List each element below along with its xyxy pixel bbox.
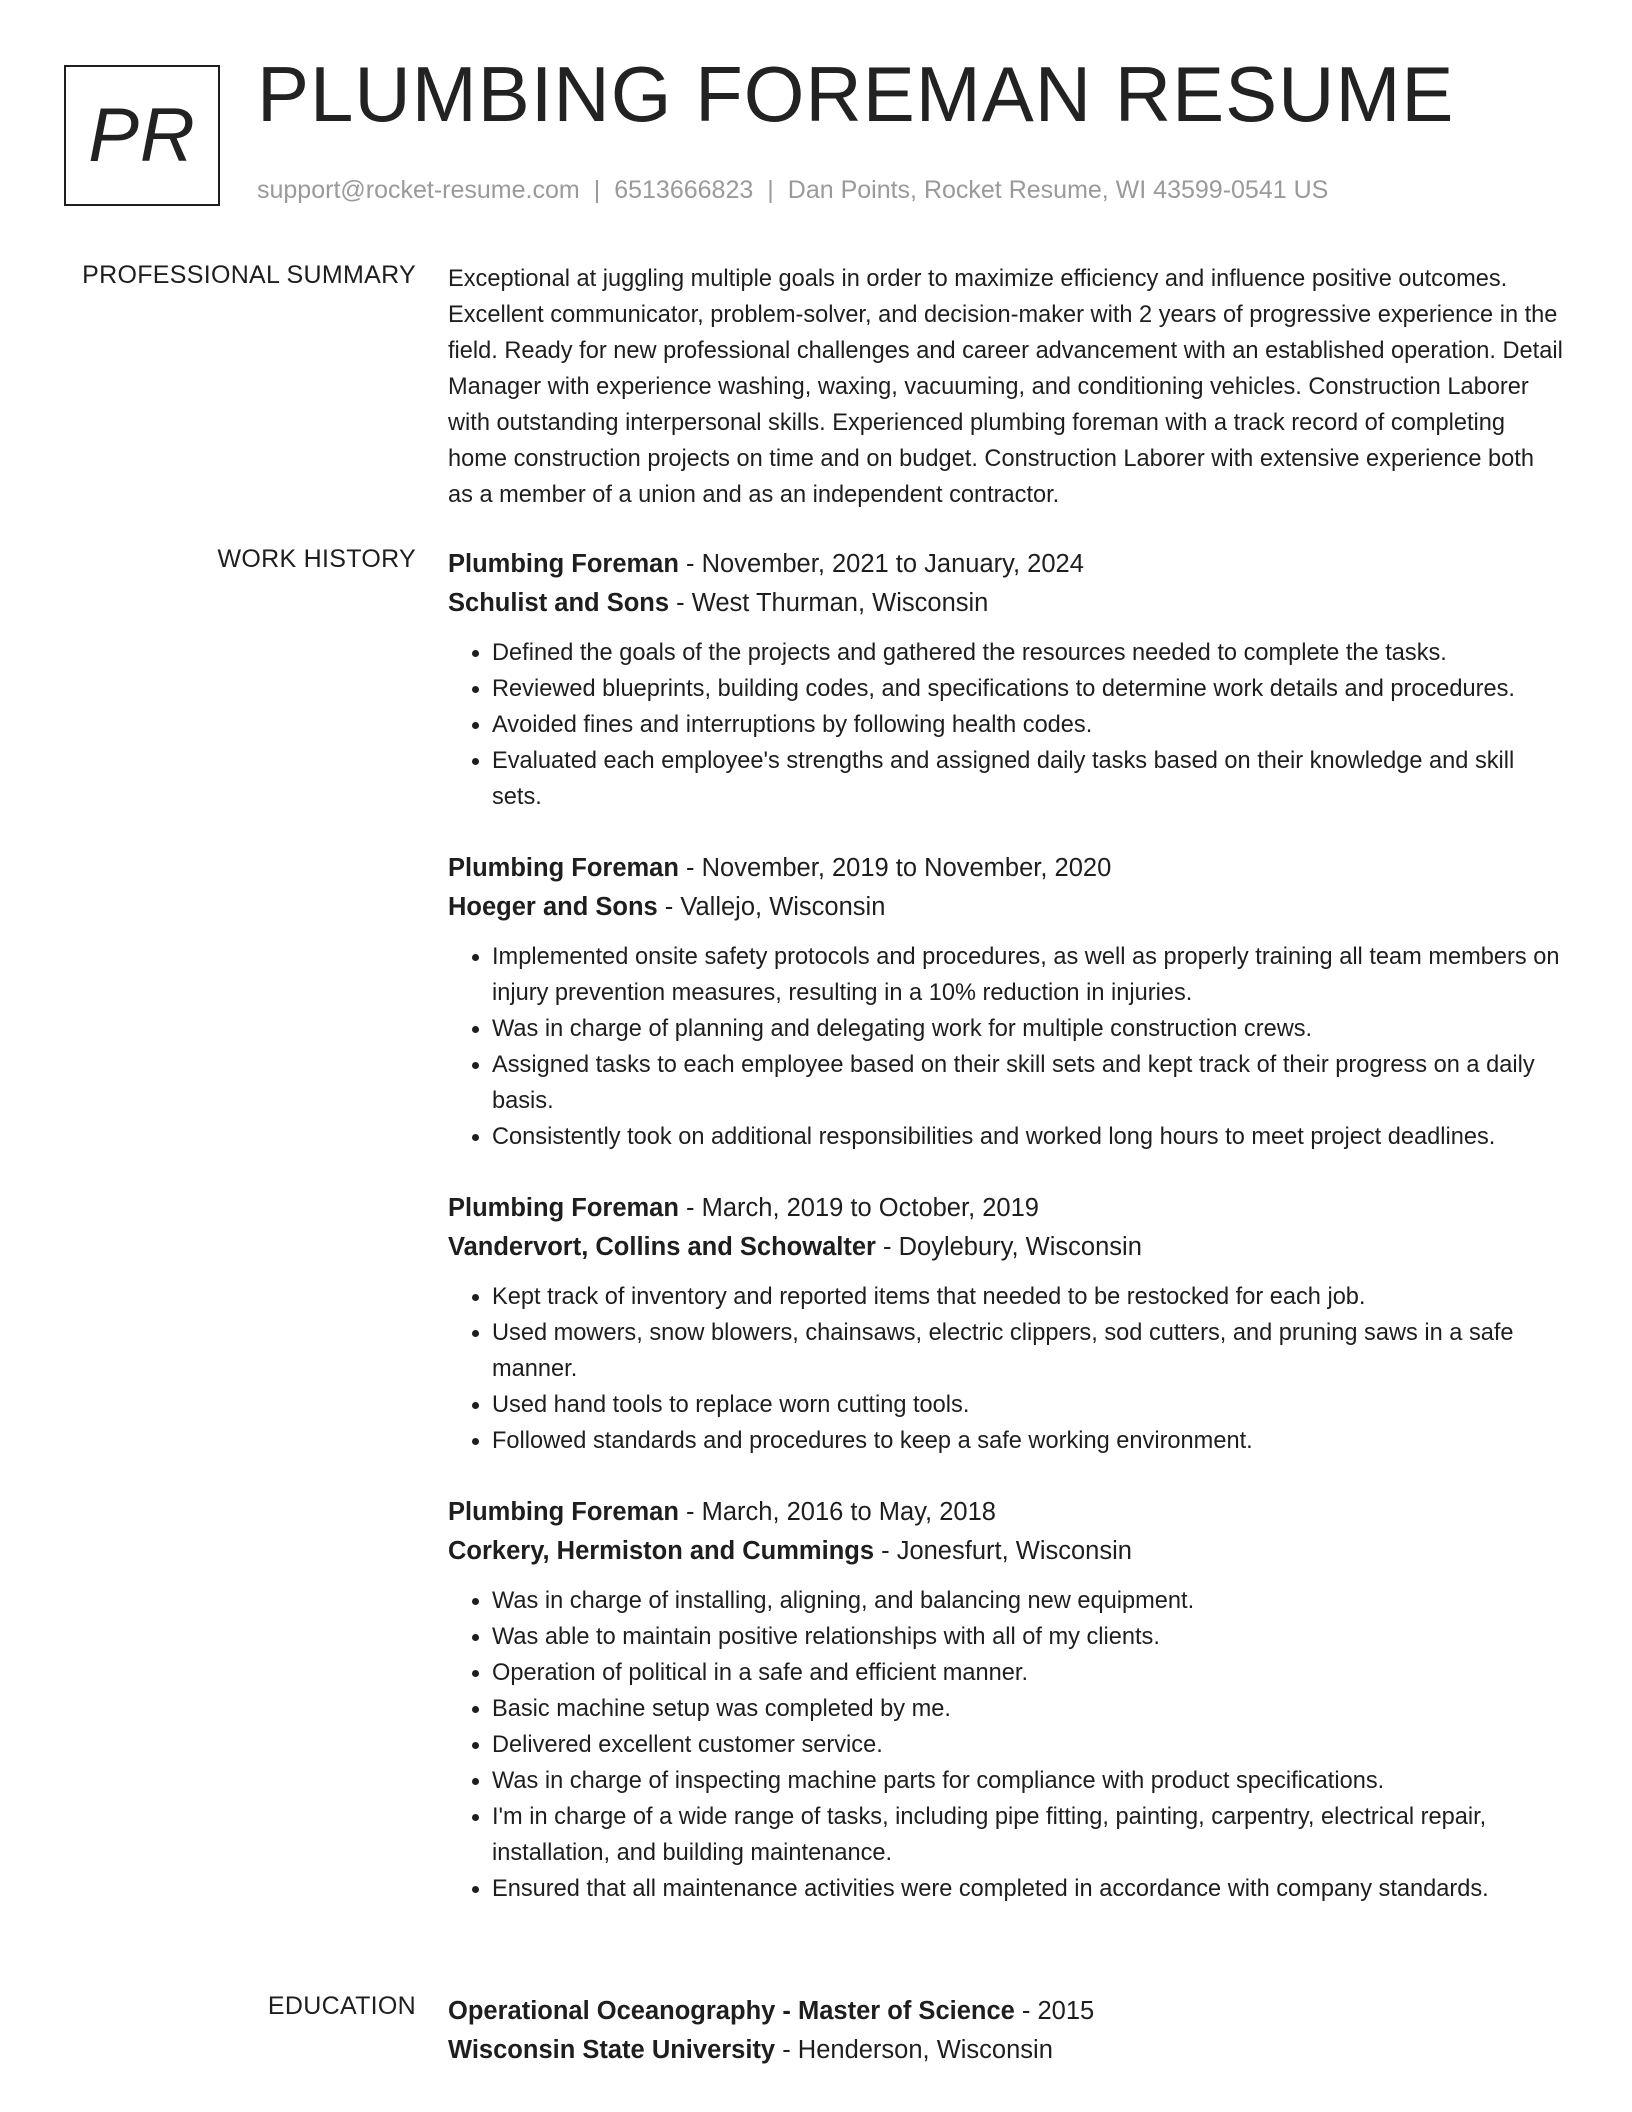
contact-email[interactable]: support@rocket-resume.com	[257, 176, 580, 204]
job-bullet: • Assigned tasks to each employee based on their skill sets and kept track of their progress on a daily basis.	[492, 1047, 1564, 1119]
job-bullet: • Consistently took on additional responsibilities and worked long hours to meet project deadlines.	[492, 1119, 1564, 1155]
job-bullet: • Was in charge of planning and delegating work for multiple construction crews.	[492, 1011, 1564, 1047]
job-bullet: • Operation of political in a safe and efficient manner.	[492, 1655, 1564, 1691]
job-bullet: • Implemented onsite safety protocols and procedures, as well as properly training all team members on injury prevention measures, resulting in a 10% reduction in injuries.	[492, 939, 1564, 1011]
job-company: Corkery, Hermiston and Cummings	[448, 1537, 875, 1565]
job-bullet: • Basic machine setup was completed by me.	[492, 1691, 1564, 1727]
job-bullet: • Used mowers, snow blowers, chainsaws, electric clippers, sod cutters, and pruning saws in a safe manner.	[492, 1315, 1564, 1387]
job-bullet: • Was in charge of installing, aligning, and balancing new equipment.	[492, 1583, 1564, 1619]
job-bullet: • Ensured that all maintenance activities were completed in accordance with company standards.	[492, 1871, 1564, 1907]
monogram-initials: PR	[88, 93, 196, 178]
job-title-line	[448, 849, 1564, 888]
contact-phone[interactable]: 6513666823	[614, 176, 754, 204]
job-bullets	[448, 939, 1564, 1155]
job-location: - Vallejo, Wisconsin	[657, 893, 886, 921]
school-line	[448, 2031, 1564, 2070]
job-bullet: • Delivered excellent customer service.	[492, 1727, 1564, 1763]
job-company-line	[448, 1228, 1564, 1267]
job-bullet: • Kept track of inventory and reported items that needed to be restocked for each job.	[492, 1279, 1564, 1315]
job-title-line	[448, 1189, 1564, 1228]
degree-name: Operational Oceanography - Master of Science	[448, 1997, 1015, 2025]
job-company-line	[448, 584, 1564, 623]
job-title: Plumbing Foreman	[448, 1194, 679, 1222]
job-title-line	[448, 545, 1564, 584]
job-dates: - November, 2019 to November, 2020	[678, 854, 1112, 882]
education-list	[448, 1992, 1564, 2070]
job-entry	[448, 545, 1564, 815]
job-dates: - March, 2016 to May, 2018	[678, 1498, 996, 1526]
job-bullets	[448, 1279, 1564, 1459]
work-history-label: WORK HISTORY	[217, 545, 416, 573]
contact-address: Dan Points, Rocket Resume, WI 43599-0541 US	[787, 176, 1329, 204]
job-company: Vandervort, Collins and Schowalter	[448, 1233, 876, 1261]
job-title: Plumbing Foreman	[448, 854, 679, 882]
degree-year: - 2015	[1014, 1997, 1095, 2025]
job-title: Plumbing Foreman	[448, 550, 679, 578]
summary-text: Exceptional at juggling multiple goals in order to maximize efficiency and influence positive outcomes. Excellent communicator, problem-solver, and decision-maker with 2 years of progressive experience in the field. Ready for new professional challenges and career advancement with an established operation. Detail Manager with experience washing, waxing, vacuuming, and conditioning vehicles. Construction Laborer with outstanding interpersonal skills. Experienced plumbing foreman with a track record of completing home construction projects on time and on budget. Construction Laborer with extensive experience both as a member of a union and as an independent contractor.	[448, 266, 1563, 508]
job-title-line	[448, 1493, 1564, 1532]
contact-separator: |	[593, 176, 601, 204]
summary-label: PROFESSIONAL SUMMARY	[82, 261, 416, 289]
resume-title: PLUMBING FOREMAN RESUME	[257, 50, 1455, 138]
job-entry	[448, 849, 1564, 1155]
school-name: Wisconsin State University	[448, 2036, 776, 2064]
job-entry	[448, 1493, 1564, 1907]
job-bullet: • Defined the goals of the projects and gathered the resources needed to complete the tasks.	[492, 635, 1564, 671]
job-bullet: • Used hand tools to replace worn cutting tools.	[492, 1387, 1564, 1423]
job-bullet: • Avoided fines and interruptions by following health codes.	[492, 707, 1564, 743]
job-company: Schulist and Sons	[448, 589, 670, 617]
job-dates: - November, 2021 to January, 2024	[678, 550, 1084, 578]
job-bullet: • Evaluated each employee's strengths and assigned daily tasks based on their knowledge and skill sets.	[492, 743, 1564, 815]
contact-separator: |	[767, 176, 774, 204]
job-bullet: • Was in charge of inspecting machine parts for compliance with product specifications.	[492, 1763, 1564, 1799]
job-bullets	[448, 1583, 1564, 1907]
contact-line	[257, 176, 1328, 205]
job-company-line	[448, 888, 1564, 927]
job-bullet: • Reviewed blueprints, building codes, and specifications to determine work details and procedures.	[492, 671, 1564, 707]
monogram-box	[64, 65, 220, 206]
degree-line	[448, 1992, 1564, 2031]
job-entry	[448, 1189, 1564, 1459]
job-location: - West Thurman, Wisconsin	[669, 589, 989, 617]
job-company-line	[448, 1532, 1564, 1571]
job-list	[448, 545, 1564, 1941]
job-company: Hoeger and Sons	[448, 893, 658, 921]
education-label: EDUCATION	[267, 1992, 416, 2020]
job-title: Plumbing Foreman	[448, 1498, 679, 1526]
job-bullets	[448, 635, 1564, 815]
job-location: - Doylebury, Wisconsin	[875, 1233, 1142, 1261]
job-bullet: • I'm in charge of a wide range of tasks, including pipe fitting, painting, carpentry, electrical repair, installation, and building maintenance.	[492, 1799, 1564, 1871]
job-location: - Jonesfurt, Wisconsin	[874, 1537, 1132, 1565]
job-dates: - March, 2019 to October, 2019	[678, 1194, 1039, 1222]
job-bullet: • Was able to maintain positive relationships with all of my clients.	[492, 1619, 1564, 1655]
job-bullet: • Followed standards and procedures to keep a safe working environment.	[492, 1423, 1564, 1459]
school-location: - Henderson, Wisconsin	[775, 2036, 1053, 2064]
